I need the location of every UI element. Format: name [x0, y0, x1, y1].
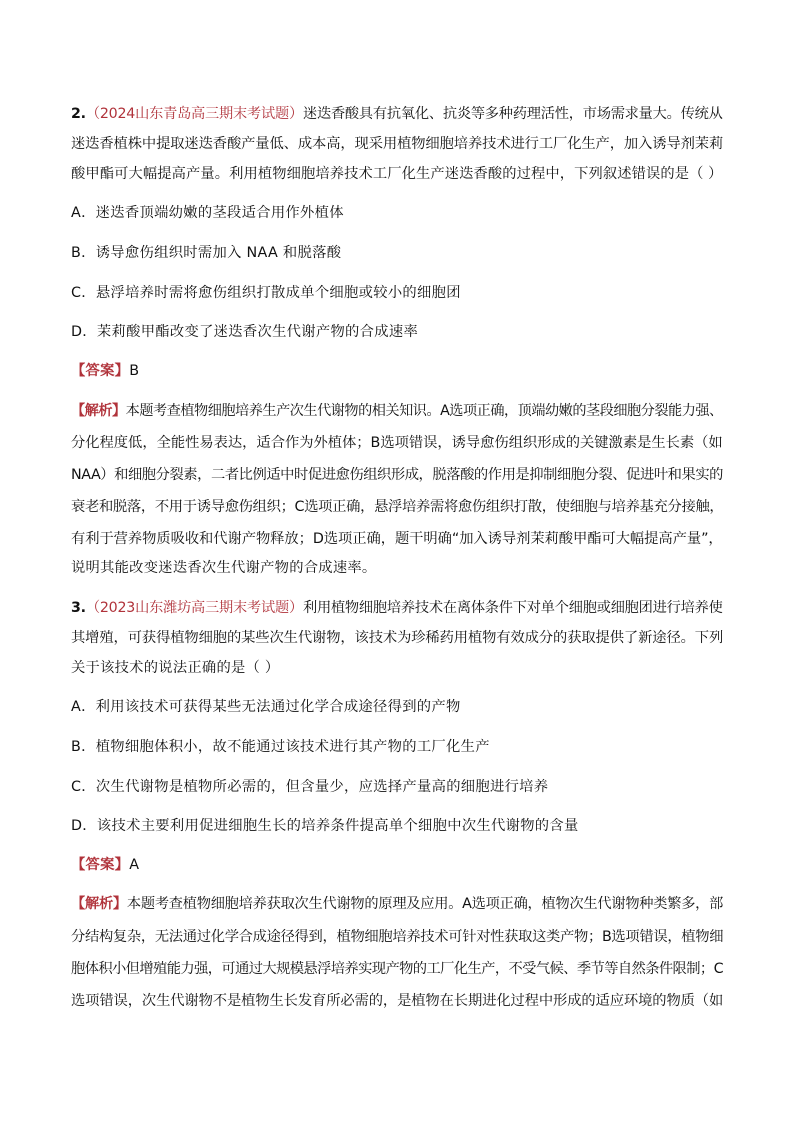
question-number: 3. [71, 600, 86, 616]
q3-analysis-line-3: 胞体积小但增殖能力强，可通过大规模悬浮培养实现产物的工厂化生产，不受气候、季节等自然条件限制；C [71, 961, 723, 977]
analysis-text: 本题考查植物细胞培养生产次生代谢物的相关知识。A选项正确，顶端幼嫩的茎段细胞分裂能力强、 [125, 403, 723, 419]
question-stem: 利用植物细胞培养技术在离体条件下对单个细胞或细胞团进行培养使 [302, 600, 723, 616]
q3-stem-line-3: 关于该技术的说法正确的是（ ） [71, 660, 280, 676]
q3-option-c: C．次生代谢物是植物所必需的，但含量少，应选择产量高的细胞进行培养 [71, 779, 549, 795]
question-number: 2. [71, 106, 86, 122]
answer-tag: 【答案】 [71, 363, 130, 379]
analysis-text: 本题考查植物细胞培养获取次生代谢物的原理及应用。A选项正确，植物次生代谢物种类繁多，部 [126, 896, 724, 912]
q2-analysis-line-2: 分化程度低，全能性易表达，适合作为外植体；B选项错误，诱导愈伤组织形成的关键激素是生长素（如 [71, 435, 723, 451]
q2-analysis-line-6: 说明其能改变迷迭香次生代谢产物的合成速率。 [71, 560, 377, 576]
q3-stem-line-1 [71, 598, 723, 618]
q2-option-c: C．悬浮培养时需将愈伤组织打散成单个细胞或较小的细胞团 [71, 285, 461, 301]
q3-answer [71, 855, 139, 875]
question-source: （2024山东青岛高三期末考试题） [85, 106, 303, 122]
answer-value: A [129, 857, 140, 873]
q2-stem-line-2: 迷迭香植株中提取迷迭香酸产量低、成本高，现采用植物细胞培养技术进行工厂化生产，加入诱导剂茉莉 [71, 136, 724, 152]
q2-analysis-line-4: 衰老和脱落，不用于诱导愈伤组织；C选项正确，悬浮培养需将愈伤组织打散，使细胞与培养基充分接触， [71, 499, 724, 515]
question-source: （2023山东潍坊高三期末考试题） [85, 600, 303, 616]
analysis-tag: 【解析】 [71, 896, 127, 912]
q2-option-d: D．茉莉酸甲酯改变了迷迭香次生代谢产物的合成速率 [71, 324, 419, 340]
q3-stem-line-2: 其增殖，可获得植物细胞的某些次生代谢物，该技术为珍稀药用植物有效成分的获取提供了新途径。下列 [71, 630, 724, 646]
analysis-tag: 【解析】 [71, 403, 126, 419]
q2-analysis-line-3: NAA）和细胞分裂素，二者比例适中时促进愈伤组织形成，脱落酸的作用是抑制细胞分裂、促进叶和果实的 [71, 467, 724, 483]
q2-option-b: B．诱导愈伤组织时需加入 NAA 和脱落酸 [71, 245, 342, 261]
answer-tag: 【答案】 [71, 857, 130, 873]
q2-option-a: A．迷迭香顶端幼嫩的茎段适合用作外植体 [71, 205, 344, 221]
question-stem: 迷迭香酸具有抗氧化、抗炎等多种药理活性，市场需求量大。传统从 [302, 106, 723, 122]
q3-option-d: D．该技术主要利用促进细胞生长的培养条件提高单个细胞中次生代谢物的含量 [71, 818, 579, 834]
answer-value: B [129, 363, 140, 379]
q2-stem-line-3: 酸甲酯可大幅提高产量。利用植物细胞培养技术工厂化生产迷迭香酸的过程中，下列叙述错误的是（ ） [71, 166, 723, 182]
q3-option-b: B．植物细胞体积小，故不能通过该技术进行其产物的工厂化生产 [71, 739, 490, 755]
q3-option-a: A．利用该技术可获得某些无法通过化学合成途径得到的产物 [71, 699, 461, 715]
q2-analysis-line-1 [71, 401, 723, 421]
q2-analysis-line-5: 有利于营养物质吸收和代谢产物释放；D选项正确，题干明确“加入诱导剂茉莉酸甲酯可大幅提高产量”， [71, 531, 723, 547]
q3-analysis-line-4: 选项错误，次生代谢物不是植物生长发育所必需的，是植物在长期进化过程中形成的适应环境的物质（如 [71, 993, 724, 1009]
q3-analysis-line-2: 分结构复杂，无法通过化学合成途径得到，植物细胞培养技术可针对性获取这类产物；B选项错误，植物细 [71, 929, 724, 945]
q3-analysis-line-1 [71, 894, 723, 914]
q2-answer [71, 361, 139, 381]
q2-stem-line-1 [71, 104, 723, 124]
